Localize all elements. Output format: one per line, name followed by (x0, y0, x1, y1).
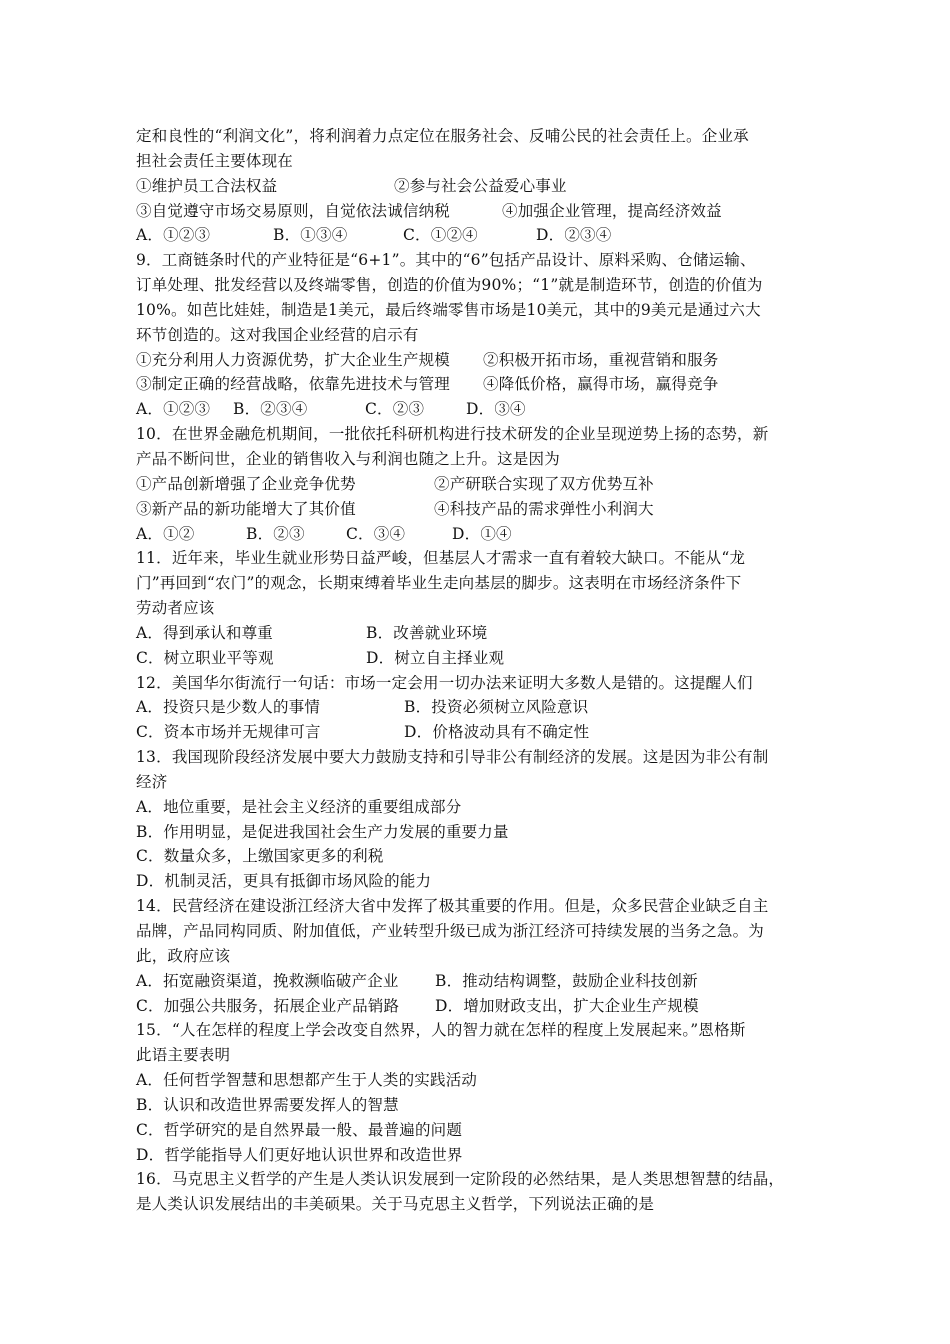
line-segment: ①充分利用人力资源优势，扩大企业生产规模 (136, 350, 451, 369)
text-line (136, 646, 836, 671)
line-segment: ④加强企业管理，提高经济效益 (502, 201, 722, 220)
text-line: 13．我国现阶段经济发展中要大力鼓励支持和引导非公有制经济的发展。这是因为非公有制 (136, 748, 769, 767)
text-line: 12．美国华尔街流行一句话：市场一定会用一切办法来证明大多数人是错的。这提醒人们 (136, 673, 753, 692)
text-line: B．作用明显，是促进我国社会生产力发展的重要力量 (136, 822, 509, 841)
line-segment: B．改善就业环境 (366, 623, 488, 642)
line-segment: C．①②④ (403, 226, 478, 245)
text-line (136, 199, 836, 224)
text-line: 品牌，产品同构同质、附加值低，产业转型升级已成为浙江经济可持续发展的当务之急。为 (136, 922, 765, 940)
text-line (136, 969, 836, 994)
line-segment: D．价格波动具有不确定性 (404, 723, 590, 742)
line-segment: C．③④ (346, 524, 406, 543)
text-line: 15．“人在怎样的程度上学会改变自然界，人的智力就在怎样的程度上发展起来。”恩格斯 (136, 1021, 746, 1040)
line-segment: A．拓宽融资渠道，挽救濒临破产企业 (136, 971, 399, 990)
text-line: 16．马克思主义哲学的产生是人类认识发展到一定阶段的必然结果，是人类思想智慧的结晶， (136, 1170, 785, 1189)
text-line: 10．在世界金融危机期间，一批依托科研机构进行技术研发的企业呈现逆势上扬的态势，新 (136, 425, 769, 444)
line-segment: ③自觉遵守市场交易原则，自觉依法诚信纳税 (136, 201, 451, 220)
line-segment: D．①④ (452, 524, 512, 543)
text-line (136, 348, 836, 373)
line-segment: B．推动结构调整，鼓励企业科技创新 (435, 971, 698, 990)
line-segment: C．树立职业平等观 (136, 648, 274, 667)
line-segment: D．树立自主择业观 (366, 648, 505, 667)
text-line: 此语主要表明 (136, 1046, 231, 1065)
text-line (136, 695, 836, 720)
line-segment: B．②③④ (233, 400, 308, 419)
text-line (136, 497, 836, 522)
line-segment: A．投资只是少数人的事情 (136, 698, 321, 717)
text-line: D．哲学能指导人们更好地认识世界和改造世界 (136, 1145, 463, 1164)
text-line (136, 994, 836, 1019)
text-line: 11．近年来，毕业生就业形势日益严峻，但基层人才需求一直有着较大缺口。不能从“龙 (136, 549, 746, 568)
document-body (136, 124, 836, 1217)
line-segment: A．得到承认和尊重 (136, 623, 273, 642)
text-line (136, 372, 836, 397)
text-line: 14．民营经济在建设浙江经济大省中发挥了极其重要的作用。但是，众多民营企业缺乏自主 (136, 897, 769, 916)
text-line: 环节创造的。这对我国企业经营的启示有 (136, 325, 419, 344)
line-segment: ②积极开拓市场，重视营销和服务 (483, 350, 719, 369)
text-line: C．哲学研究的是自然界最一般、最普遍的问题 (136, 1120, 463, 1139)
line-segment: ④降低价格，赢得市场，赢得竞争 (483, 375, 719, 394)
line-segment: B．②③ (246, 524, 305, 543)
line-segment: A．①②③ (136, 400, 211, 419)
text-line: B．认识和改造世界需要发挥人的智慧 (136, 1095, 399, 1114)
text-line: 定和良性的“利润文化”，将利润着力点定位在服务社会、反哺公民的社会责任上。企业承 (136, 127, 749, 145)
line-segment: ③新产品的新功能增大了其价值 (136, 499, 356, 518)
text-line: D．机制灵活，更具有抵御市场风险的能力 (136, 872, 432, 891)
line-segment: C．资本市场并无规律可言 (136, 723, 321, 742)
text-line: 10%。如芭比娃娃，制造是1美元，最后终端零售市场是10美元，其中的9美元是通过六大 (136, 300, 761, 319)
text-line (136, 720, 836, 745)
text-line (136, 472, 836, 497)
text-line: 门”再回到“农门”的观念，长期束缚着毕业生走向基层的脚步。这表明在市场经济条件下 (136, 574, 742, 593)
text-line (136, 621, 836, 646)
text-line: 9．工商链条时代的产业特征是“6+1”。其中的“6”包括产品设计、原料采购、仓储运输、 (136, 251, 756, 270)
line-segment: ②产研联合实现了双方优势互补 (434, 474, 654, 493)
text-line: 劳动者应该 (136, 599, 215, 618)
text-line: 产品不断问世，企业的销售收入与利润也随之上升。这是因为 (136, 449, 560, 468)
text-line: 担社会责任主要体现在 (136, 151, 294, 170)
line-segment: A．①②③ (136, 226, 211, 245)
text-line: 经济 (136, 772, 168, 791)
line-segment: ①产品创新增强了企业竞争优势 (136, 474, 356, 493)
line-segment: C．加强公共服务，拓展企业产品销路 (136, 996, 400, 1015)
text-line: A．地位重要，是社会主义经济的重要组成部分 (136, 797, 462, 816)
text-line: A．任何哲学智慧和思想都产生于人类的实践活动 (136, 1071, 478, 1090)
line-segment: D．增加财政支出，扩大企业生产规模 (435, 996, 699, 1015)
text-line: 订单处理、批发经营以及终端零售，创造的价值为90%；“1”就是制造环节，创造的价值为 (136, 276, 763, 295)
line-segment: A．①② (136, 524, 195, 543)
text-line (136, 174, 836, 199)
text-line (136, 522, 836, 547)
line-segment: ④科技产品的需求弹性小利润大 (434, 499, 654, 518)
text-line (136, 223, 836, 248)
line-segment: B．①③④ (273, 226, 348, 245)
text-line (136, 397, 836, 422)
line-segment: D．③④ (466, 400, 526, 419)
text-line: 是人类认识发展结出的丰美硕果。关于马克思主义哲学，下列说法正确的是 (136, 1195, 655, 1214)
line-segment: B．投资必须树立风险意识 (404, 698, 589, 717)
line-segment: ①维护员工合法权益 (136, 176, 278, 195)
line-segment: C．②③ (365, 400, 425, 419)
line-segment: D．②③④ (536, 226, 612, 245)
text-line: C．数量众多，上缴国家更多的利税 (136, 847, 384, 866)
text-line: 此，政府应该 (136, 946, 231, 965)
line-segment: ②参与社会公益爱心事业 (394, 176, 567, 195)
line-segment: ③制定正确的经营战略，依靠先进技术与管理 (136, 375, 451, 394)
